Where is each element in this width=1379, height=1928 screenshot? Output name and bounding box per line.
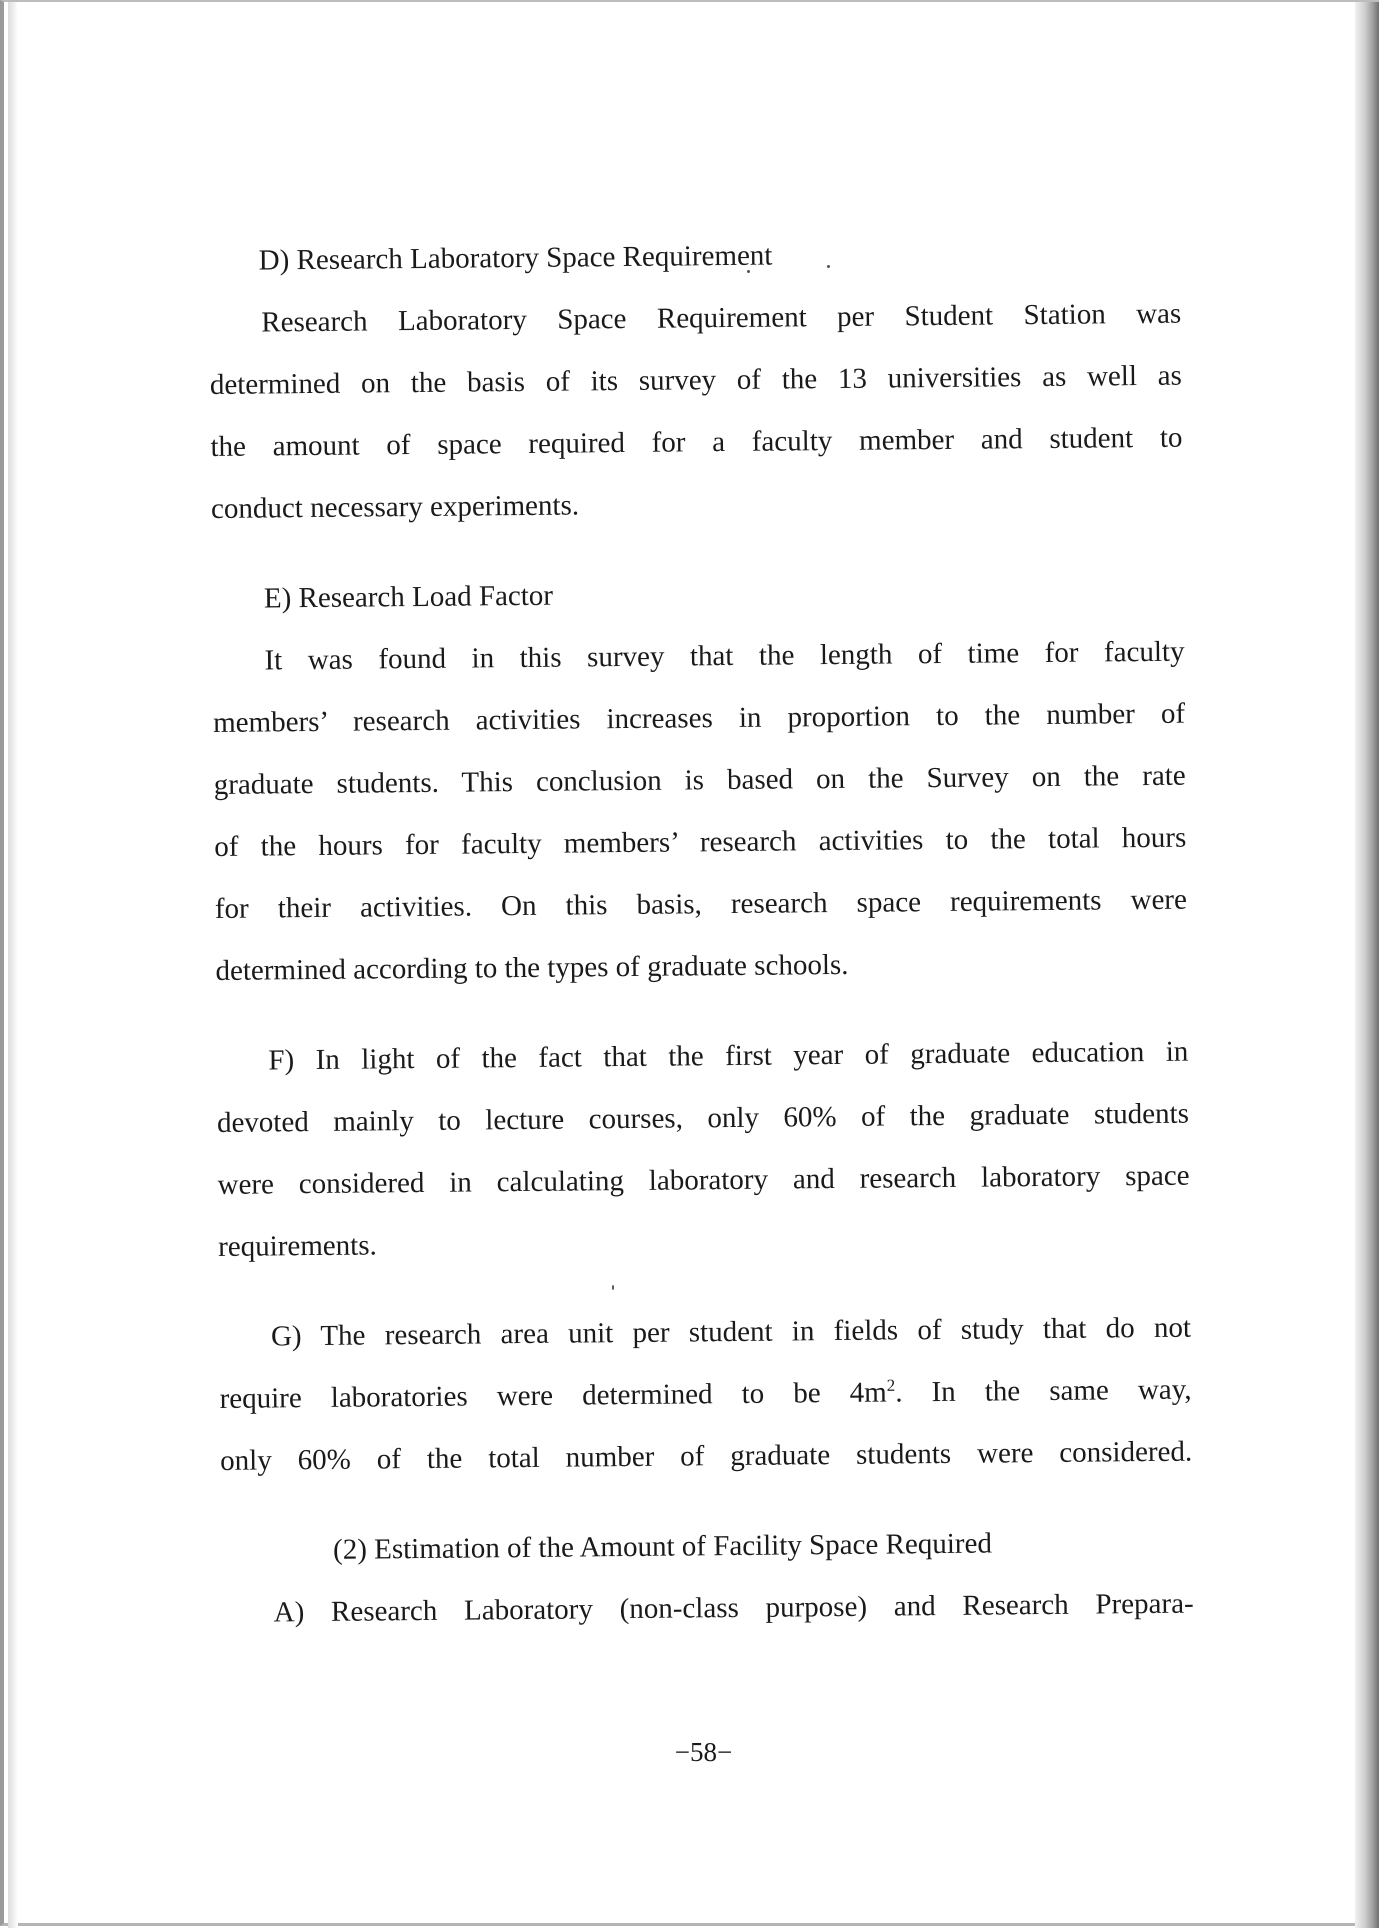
section-g-line-tail: . In the same way, bbox=[895, 1373, 1192, 1409]
section-e-line: of the hours for faculty members’ research activities to the total hours bbox=[214, 821, 1187, 863]
section-e-line: graduate students. This conclusion is based on the Survey on the rate bbox=[213, 759, 1186, 801]
section-e-line: for their activities. On this basis, research space requirements were bbox=[214, 883, 1188, 925]
section-g-line-start: require laboratories were determined to be 4m bbox=[219, 1376, 887, 1415]
page-right-shadow bbox=[1355, 2, 1379, 1928]
body-text bbox=[209, 239, 1194, 1644]
section-d-line: Research Laboratory Space Requirement per Student Station was bbox=[261, 297, 1182, 339]
section-2-heading: (2) Estimation of the Amount of Facility Space Required bbox=[332, 1527, 993, 1566]
section-d-line: determined on the basis of its survey of the 13 universities as well as bbox=[209, 359, 1183, 401]
section-2a-line: A) Research Laboratory (non-class purpose) and Research Prepara- bbox=[273, 1587, 1194, 1629]
section-g-line: G) The research area unit per student in fields of study that do not bbox=[270, 1311, 1192, 1353]
section-d-line: conduct necessary experiments. bbox=[210, 489, 580, 525]
section-e-line: It was found in this survey that the length of time for faculty bbox=[264, 635, 1185, 677]
section-f-line: were considered in calculating laboratory and research laboratory space bbox=[217, 1159, 1190, 1201]
section-e-line: determined according to the types of graduate schools. bbox=[215, 948, 849, 987]
section-f-line: requirements. bbox=[218, 1229, 377, 1263]
page-number: −58− bbox=[674, 1737, 733, 1767]
section-e-line: members’ research activities increases in proportion to the number of bbox=[212, 697, 1186, 739]
squared-superscript: 2 bbox=[886, 1375, 896, 1395]
section-e-heading: E) Research Load Factor bbox=[263, 579, 554, 615]
section-f-line: devoted mainly to lecture courses, only 60% of the graduate students bbox=[216, 1097, 1190, 1139]
section-g-line-with-superscript bbox=[219, 1359, 1192, 1430]
section-f-line: F) In light of the fact that the first year of graduate education in bbox=[268, 1035, 1189, 1077]
section-d-line: the amount of space required for a faculty member and student to bbox=[210, 421, 1183, 463]
section-g-line: only 60% of the total number of graduate students were considered. bbox=[220, 1435, 1193, 1477]
page-left-shadow bbox=[8, 2, 18, 1928]
section-d-heading: D) Research Laboratory Space Requirement bbox=[258, 239, 773, 277]
